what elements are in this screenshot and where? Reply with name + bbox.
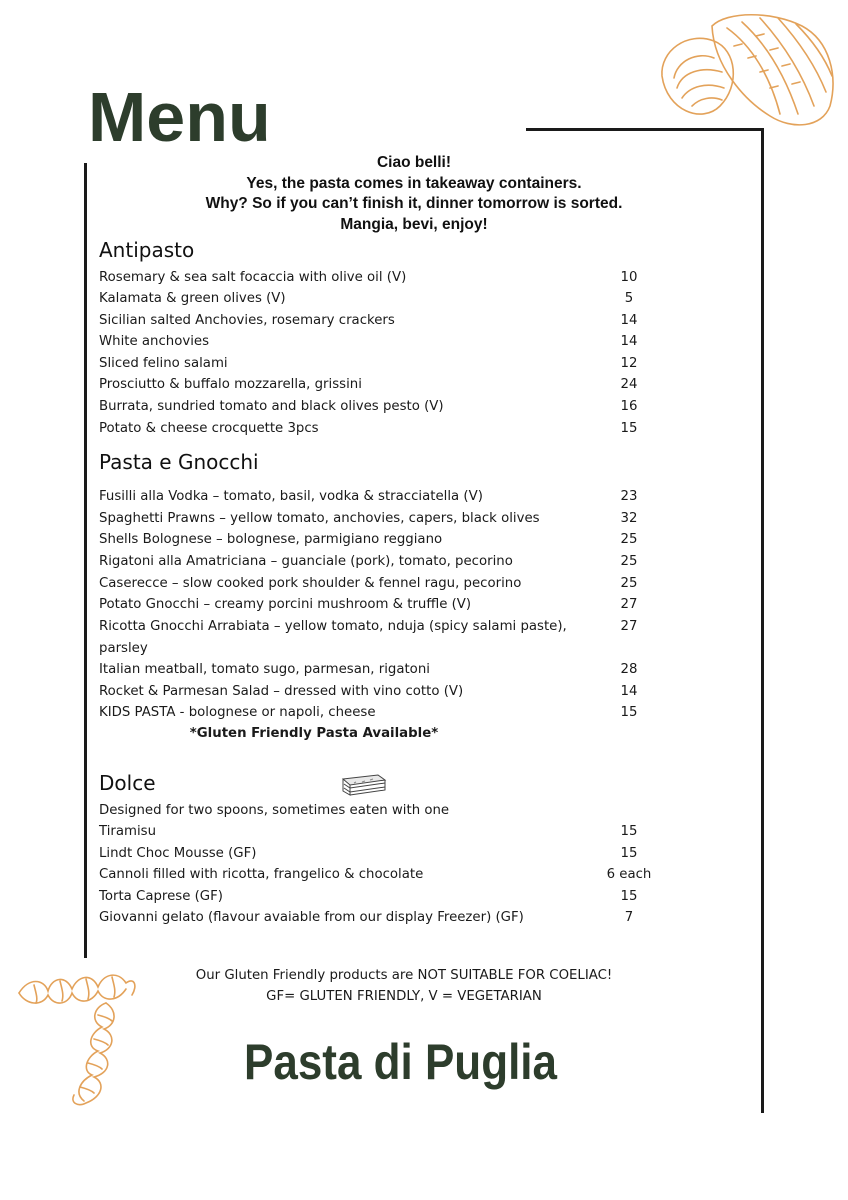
menu-item: [99, 594, 659, 616]
menu-item: [99, 396, 659, 418]
menu-item: [99, 267, 659, 289]
item-name: Potato & cheese crocquette 3pcs: [99, 421, 319, 436]
intro-line: Why? So if you can’t finish it, dinner tomorrow is sorted.: [205, 195, 623, 212]
item-name: Rosemary & sea salt focaccia with olive oil (V): [99, 270, 407, 285]
item-price: 15: [620, 824, 638, 839]
menu-item: [99, 886, 659, 908]
menu-item: [99, 529, 659, 551]
item-name: Fusilli alla Vodka – tomato, basil, vodka & stracciatella (V): [99, 489, 483, 504]
item-name: Sicilian salted Anchovies, rosemary crackers: [99, 313, 395, 328]
item-name: Torta Caprese (GF): [99, 889, 223, 904]
item-name: Prosciutto & buffalo mozzarella, grissini: [99, 377, 362, 392]
item-price: 6 each: [606, 867, 652, 882]
item-price: 28: [620, 662, 638, 677]
section-heading-pasta: Pasta e Gnocchi: [99, 450, 259, 474]
item-price: 14: [620, 313, 638, 328]
dolce-subtitle-text: Designed for two spoons, sometimes eaten with one: [99, 803, 450, 818]
item-name: Potato Gnocchi – creamy porcini mushroom & truffle (V): [99, 597, 472, 612]
brand-name: Pasta di Puglia: [244, 1034, 557, 1090]
menu-item: [99, 331, 659, 353]
tiramisu-cake-icon: [340, 771, 388, 797]
item-name: Cannoli filled with ricotta, frangelico & chocolate: [99, 867, 424, 882]
frame-top-line: [526, 128, 764, 131]
section-heading-dolce: Dolce: [99, 771, 156, 795]
page-title: Menu: [88, 78, 271, 156]
item-name: Ricotta Gnocchi Arrabiata – yellow tomato, nduja (spicy salami paste), parsley: [99, 619, 567, 656]
footer-coeliac-warning: Our Gluten Friendly products are NOT SUITABLE FOR COELIAC!: [195, 968, 613, 983]
item-name: White anchovies: [99, 334, 210, 349]
item-price: 32: [620, 511, 638, 526]
item-price: 10: [620, 270, 638, 285]
section-heading-antipasto: Antipasto: [99, 238, 195, 262]
menu-item: [99, 418, 659, 440]
menu-item: [99, 353, 659, 375]
footer-notice: [150, 965, 658, 1007]
item-price: 15: [620, 705, 638, 720]
intro-text: [100, 153, 728, 235]
item-price: 14: [620, 684, 638, 699]
item-price: 27: [620, 597, 638, 612]
item-name: Burrata, sundried tomato and black olives pesto (V): [99, 399, 444, 414]
menu-item: [99, 864, 659, 886]
fusilli-pasta-icon: [14, 955, 144, 1115]
item-price: 16: [620, 399, 638, 414]
menu-item: [99, 374, 659, 396]
item-price: 24: [620, 377, 638, 392]
item-price: 25: [620, 532, 638, 547]
item-price: 15: [620, 421, 638, 436]
item-name: Spaghetti Prawns – yellow tomato, anchovies, capers, black olives: [99, 511, 540, 526]
item-price: 25: [620, 554, 638, 569]
item-price: 15: [620, 889, 638, 904]
menu-item: [99, 702, 659, 724]
menu-item: [99, 907, 659, 929]
item-name: Tiramisu: [99, 824, 157, 839]
menu-item: [99, 616, 659, 659]
menu-item: [99, 310, 659, 332]
item-name: Shells Bolognese – bolognese, parmigiano reggiano: [99, 532, 443, 547]
item-price: 15: [620, 846, 638, 861]
frame-left-line: [84, 163, 87, 958]
gluten-friendly-note: *Gluten Friendly Pasta Available*: [189, 726, 439, 741]
item-name: Kalamata & green olives (V): [99, 291, 286, 306]
menu-item: [99, 508, 659, 530]
item-price: 27: [620, 619, 638, 634]
item-name: Rocket & Parmesan Salad – dressed with vino cotto (V): [99, 684, 464, 699]
intro-line: Ciao belli!: [376, 154, 452, 171]
item-price: 23: [620, 489, 638, 504]
item-price: 5: [624, 291, 634, 306]
intro-line: Yes, the pasta comes in takeaway containers.: [246, 174, 582, 192]
item-name: Sliced felino salami: [99, 356, 228, 371]
conchiglie-pasta-shell-icon: [652, 6, 842, 132]
item-price: 25: [620, 576, 638, 591]
item-name: Lindt Choc Mousse (GF): [99, 846, 257, 861]
menu-item: [99, 573, 659, 595]
menu-item: [99, 659, 659, 681]
item-name: Giovanni gelato (flavour avaiable from our display Freezer) (GF): [99, 910, 524, 925]
menu-item: [99, 843, 659, 865]
footer-legend: GF= GLUTEN FRIENDLY, V = VEGETARIAN: [266, 989, 542, 1004]
menu-item: [99, 288, 659, 310]
intro-line: Mangia, bevi, enjoy!: [340, 215, 488, 233]
menu-item: [99, 681, 659, 703]
item-price: 7: [624, 910, 634, 925]
menu-item: [99, 551, 659, 573]
item-price: 12: [620, 356, 638, 371]
dolce-subtitle: [99, 800, 659, 822]
item-price: 14: [620, 334, 638, 349]
menu-item: [99, 821, 659, 843]
item-name: Italian meatball, tomato sugo, parmesan, rigatoni: [99, 662, 430, 677]
item-name: Rigatoni alla Amatriciana – guanciale (pork), tomato, pecorino: [99, 554, 513, 569]
item-name: Caserecce – slow cooked pork shoulder & fennel ragu, pecorino: [99, 576, 522, 591]
frame-right-line: [761, 128, 764, 1113]
item-name: KIDS PASTA - bolognese or napoli, cheese: [99, 705, 376, 720]
menu-item: [99, 486, 659, 508]
